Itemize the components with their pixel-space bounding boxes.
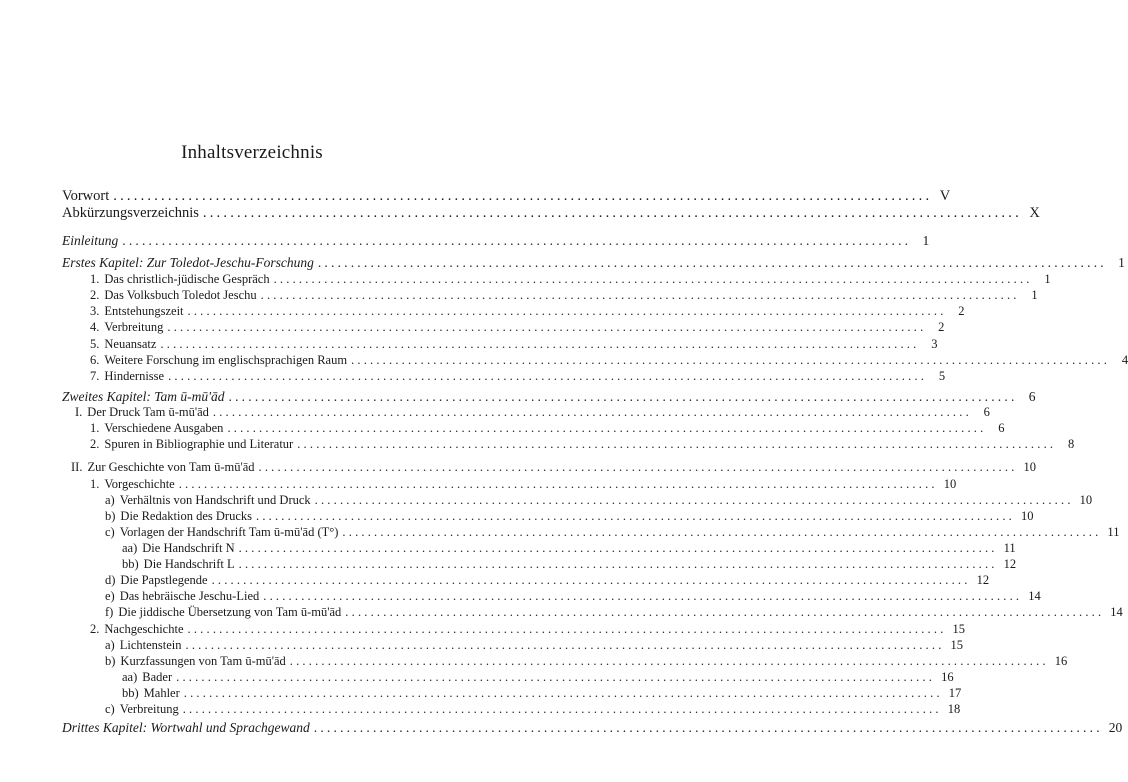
toc-entry-number: bb) (122, 686, 139, 700)
toc-entry-title: Drittes Kapitel: Wortwahl und Sprachgewand (62, 720, 310, 735)
toc-entry-page: 18 (947, 702, 961, 716)
toc-entry-page: 6 (1028, 389, 1036, 404)
toc-entry-page: 8 (1067, 437, 1075, 451)
toc-dot-leader: ........................................................................................................................ (178, 477, 938, 491)
toc-entry-number: 4. (90, 320, 100, 334)
toc-entry-number: b) (105, 654, 116, 668)
toc-entry (71, 460, 1037, 475)
toc-dot-leader: ........................................................................................................................ (313, 720, 1103, 735)
toc-entry-page: 16 (1054, 654, 1068, 668)
toc-entry (105, 493, 1093, 508)
toc-entry (90, 337, 938, 352)
toc-entry-number: 6. (90, 353, 100, 367)
toc-entry-page: 1 (1031, 288, 1038, 302)
toc-dot-leader: ........................................................................................................................ (212, 405, 972, 419)
toc-dot-leader: ........................................................................................................................ (167, 320, 927, 334)
toc-entry-title: Das Volksbuch Toledot Jeschu (104, 288, 257, 302)
toc-entry-page: 12 (1003, 557, 1017, 571)
toc-dot-leader: ........................................................................................................................ (122, 233, 912, 248)
toc-entry-title: Bader (142, 670, 173, 684)
toc-entry-number: bb) (122, 557, 139, 571)
toc-entry-number: e) (105, 589, 115, 603)
toc-entry (105, 605, 1123, 620)
toc-entry-title: Der Druck Tam ū-mū'ād (87, 405, 209, 419)
toc-entry-number: aa) (122, 541, 138, 555)
toc-entry (122, 557, 1017, 572)
toc-dot-leader: ........................................................................................................................ (202, 205, 1022, 221)
toc-entry-title: Verbreitung (104, 320, 164, 334)
toc-entry (90, 272, 1051, 287)
toc-dot-leader: ........................................................................................................................ (263, 589, 1023, 603)
toc-dot-leader: ........................................................................................................................ (227, 421, 987, 435)
toc-entry (90, 421, 1005, 436)
toc-entry-title: Die jiddische Übersetzung von Tam ū-mū'ād (118, 605, 342, 619)
toc-dot-leader: ........................................................................................................................ (176, 670, 936, 684)
toc-entry-number: c) (105, 702, 115, 716)
toc-dot-leader: ........................................................................................................................ (260, 288, 1020, 302)
toc-entry-title: Die Handschrift N (142, 541, 235, 555)
toc-entry (90, 369, 946, 384)
toc-entry-number: 2. (90, 288, 100, 302)
toc-entry-number: a) (105, 493, 115, 507)
toc-entry (105, 702, 961, 717)
toc-dot-leader: ........................................................................................................................ (228, 389, 1018, 404)
toc-dot-leader: ........................................................................................................................ (317, 255, 1107, 270)
toc-entry-title: Weitere Forschung im englischsprachigen Raum (104, 353, 348, 367)
toc-entry-number: b) (105, 509, 116, 523)
toc-dot-leader: ........................................................................................................................ (273, 272, 1033, 286)
toc-entry-title: Entstehungszeit (104, 304, 184, 318)
toc-entry-page: 6 (998, 421, 1005, 435)
toc-entry-title: Das hebräische Jeschu-Lied (119, 589, 260, 603)
toc-entry-title: Vorgeschichte (104, 477, 175, 491)
toc-entry (90, 304, 965, 319)
toc-entry-title: Spuren in Bibliographie und Literatur (104, 437, 294, 451)
toc-entry-page: 1 (1118, 255, 1125, 270)
toc-entry-page: 16 (941, 670, 954, 684)
toc-entry-title: Verbreitung (119, 702, 179, 716)
toc-entry-title: Vorwort (62, 188, 110, 204)
toc-entry-page: 14 (1110, 605, 1123, 619)
toc-entry-title: Zur Geschichte von Tam ū-mū'ād (87, 460, 255, 474)
toc-entry-page: 10 (1079, 493, 1093, 507)
toc-entry (75, 405, 990, 420)
toc-entry-title: Abkürzungsverzeichnis (62, 205, 199, 221)
toc-entry-page: 17 (948, 686, 962, 700)
toc-entry-title: Lichtenstein (119, 638, 182, 652)
toc-entry-title: Nachgeschichte (104, 622, 184, 636)
toc-entry-title: Das christlich-jüdische Gespräch (104, 272, 270, 286)
toc-entry (90, 320, 945, 335)
toc-entry (122, 541, 1016, 556)
toc-entry-title: Verhältnis von Handschrift und Druck (119, 493, 311, 507)
toc-entry (122, 686, 962, 701)
toc-entry (105, 638, 964, 653)
toc-entry (90, 622, 966, 637)
toc-dot-leader: ........................................................................................................................ (345, 605, 1105, 619)
toc-entry (90, 353, 1128, 368)
toc-entry-number: 1. (90, 272, 100, 286)
toc-entry-title: Die Papstlegende (120, 573, 208, 587)
toc-entry-title: Vorlagen der Handschrift Tam ū-mū'ād (T°) (119, 525, 339, 539)
toc-entry-page: 2 (958, 304, 965, 318)
toc-dot-leader: ........................................................................................................................ (185, 638, 945, 652)
page-title: Inhaltsverzeichnis (181, 142, 323, 163)
toc-entry (105, 573, 990, 588)
toc-entry-title: Zweites Kapitel: Tam ū-mū'ād (62, 389, 225, 404)
toc-dot-leader: ........................................................................................................................ (238, 557, 998, 571)
toc-entry-page: V (939, 188, 951, 204)
toc-entry (105, 654, 1068, 669)
toc-entry (62, 233, 930, 249)
toc-entry-title: Die Redaktion des Drucks (120, 509, 252, 523)
toc-dot-leader: ........................................................................................................................ (113, 188, 933, 204)
toc-entry-page: 6 (983, 405, 990, 419)
toc-entry-page: 3 (931, 337, 938, 351)
toc-entry-title: Kurzfassungen von Tam ū-mū'ād (120, 654, 286, 668)
toc-entry-page: 20 (1108, 720, 1123, 735)
toc-dot-leader: ........................................................................................................................ (314, 493, 1074, 507)
toc-dot-leader: ........................................................................................................................ (182, 702, 942, 716)
toc-entry-page: 1 (1044, 272, 1051, 286)
toc-entry (122, 670, 954, 685)
toc-entry (105, 589, 1041, 604)
toc-entry-title: Verschiedene Ausgaben (104, 421, 224, 435)
toc-entry (62, 389, 1036, 405)
toc-entry (90, 288, 1038, 303)
toc-entry (62, 255, 1125, 271)
toc-entry-page: 11 (1003, 541, 1016, 555)
toc-entry-number: 2. (90, 437, 100, 451)
toc-entry (90, 477, 957, 492)
toc-entry-number: 1. (90, 421, 100, 435)
toc-entry-page: 12 (976, 573, 990, 587)
toc-dot-leader: ........................................................................................................................ (289, 654, 1049, 668)
toc-dot-leader: ........................................................................................................................ (187, 304, 947, 318)
toc-dot-leader: ........................................................................................................................ (168, 369, 928, 383)
toc-entry-number: aa) (122, 670, 138, 684)
toc-entry (90, 437, 1075, 452)
toc-entry-page: 1 (922, 233, 930, 248)
toc-entry-number: 1. (90, 477, 100, 491)
toc-entry-page: 5 (938, 369, 946, 383)
toc-entry-page: 10 (943, 477, 957, 491)
toc-dot-leader: ........................................................................................................................ (256, 509, 1015, 523)
toc-entry-number: 5. (90, 337, 100, 351)
toc-entry-page: 15 (952, 622, 966, 636)
toc-entry-number: a) (105, 638, 115, 652)
toc-entry-page: 11 (1107, 525, 1120, 539)
toc-dot-leader: ........................................................................................................................ (351, 353, 1111, 367)
toc-dot-leader: ........................................................................................................................ (187, 622, 947, 636)
toc-entry-number: c) (105, 525, 115, 539)
toc-entry-page: 10 (1021, 509, 1034, 523)
toc-entry-page: 15 (950, 638, 964, 652)
toc-entry-title: Einleitung (62, 233, 119, 248)
toc-entry-page: 10 (1023, 460, 1037, 474)
toc-entry (62, 188, 951, 205)
toc-entry (62, 205, 1040, 222)
toc-entry-title: Neuansatz (104, 337, 157, 351)
toc-entry-page: 14 (1028, 589, 1041, 603)
toc-entry-title: Die Handschrift L (143, 557, 235, 571)
toc-entry-page: X (1029, 205, 1040, 221)
toc-dot-leader: ........................................................................................................................ (238, 541, 998, 555)
toc-entry-number: II. (71, 460, 83, 474)
toc-entry-title: Hindernisse (104, 369, 165, 383)
toc-entry-number: 2. (90, 622, 100, 636)
toc-entry-page: 4 (1121, 353, 1128, 367)
toc-dot-leader: ........................................................................................................................ (183, 686, 943, 700)
toc-entry-number: I. (75, 405, 83, 419)
toc-dot-leader: ........................................................................................................................ (297, 437, 1057, 451)
toc-dot-leader: ........................................................................................................................ (160, 337, 920, 351)
toc-entry-page: 2 (938, 320, 945, 334)
toc-entry (105, 525, 1120, 540)
toc-dot-leader: ........................................................................................................................ (342, 525, 1102, 539)
toc-entry-number: 3. (90, 304, 100, 318)
toc-dot-leader: ........................................................................................................................ (258, 460, 1018, 474)
toc-entry-number: f) (105, 605, 114, 619)
toc-entry-number: d) (105, 573, 116, 587)
toc-entry-number: 7. (90, 369, 100, 383)
toc-dot-leader: ........................................................................................................................ (211, 573, 971, 587)
toc-entry (105, 509, 1034, 524)
toc-entry-title: Mahler (143, 686, 180, 700)
toc-entry (62, 720, 1123, 736)
toc-entry-title: Erstes Kapitel: Zur Toledot-Jeschu-Forschung (62, 255, 314, 270)
